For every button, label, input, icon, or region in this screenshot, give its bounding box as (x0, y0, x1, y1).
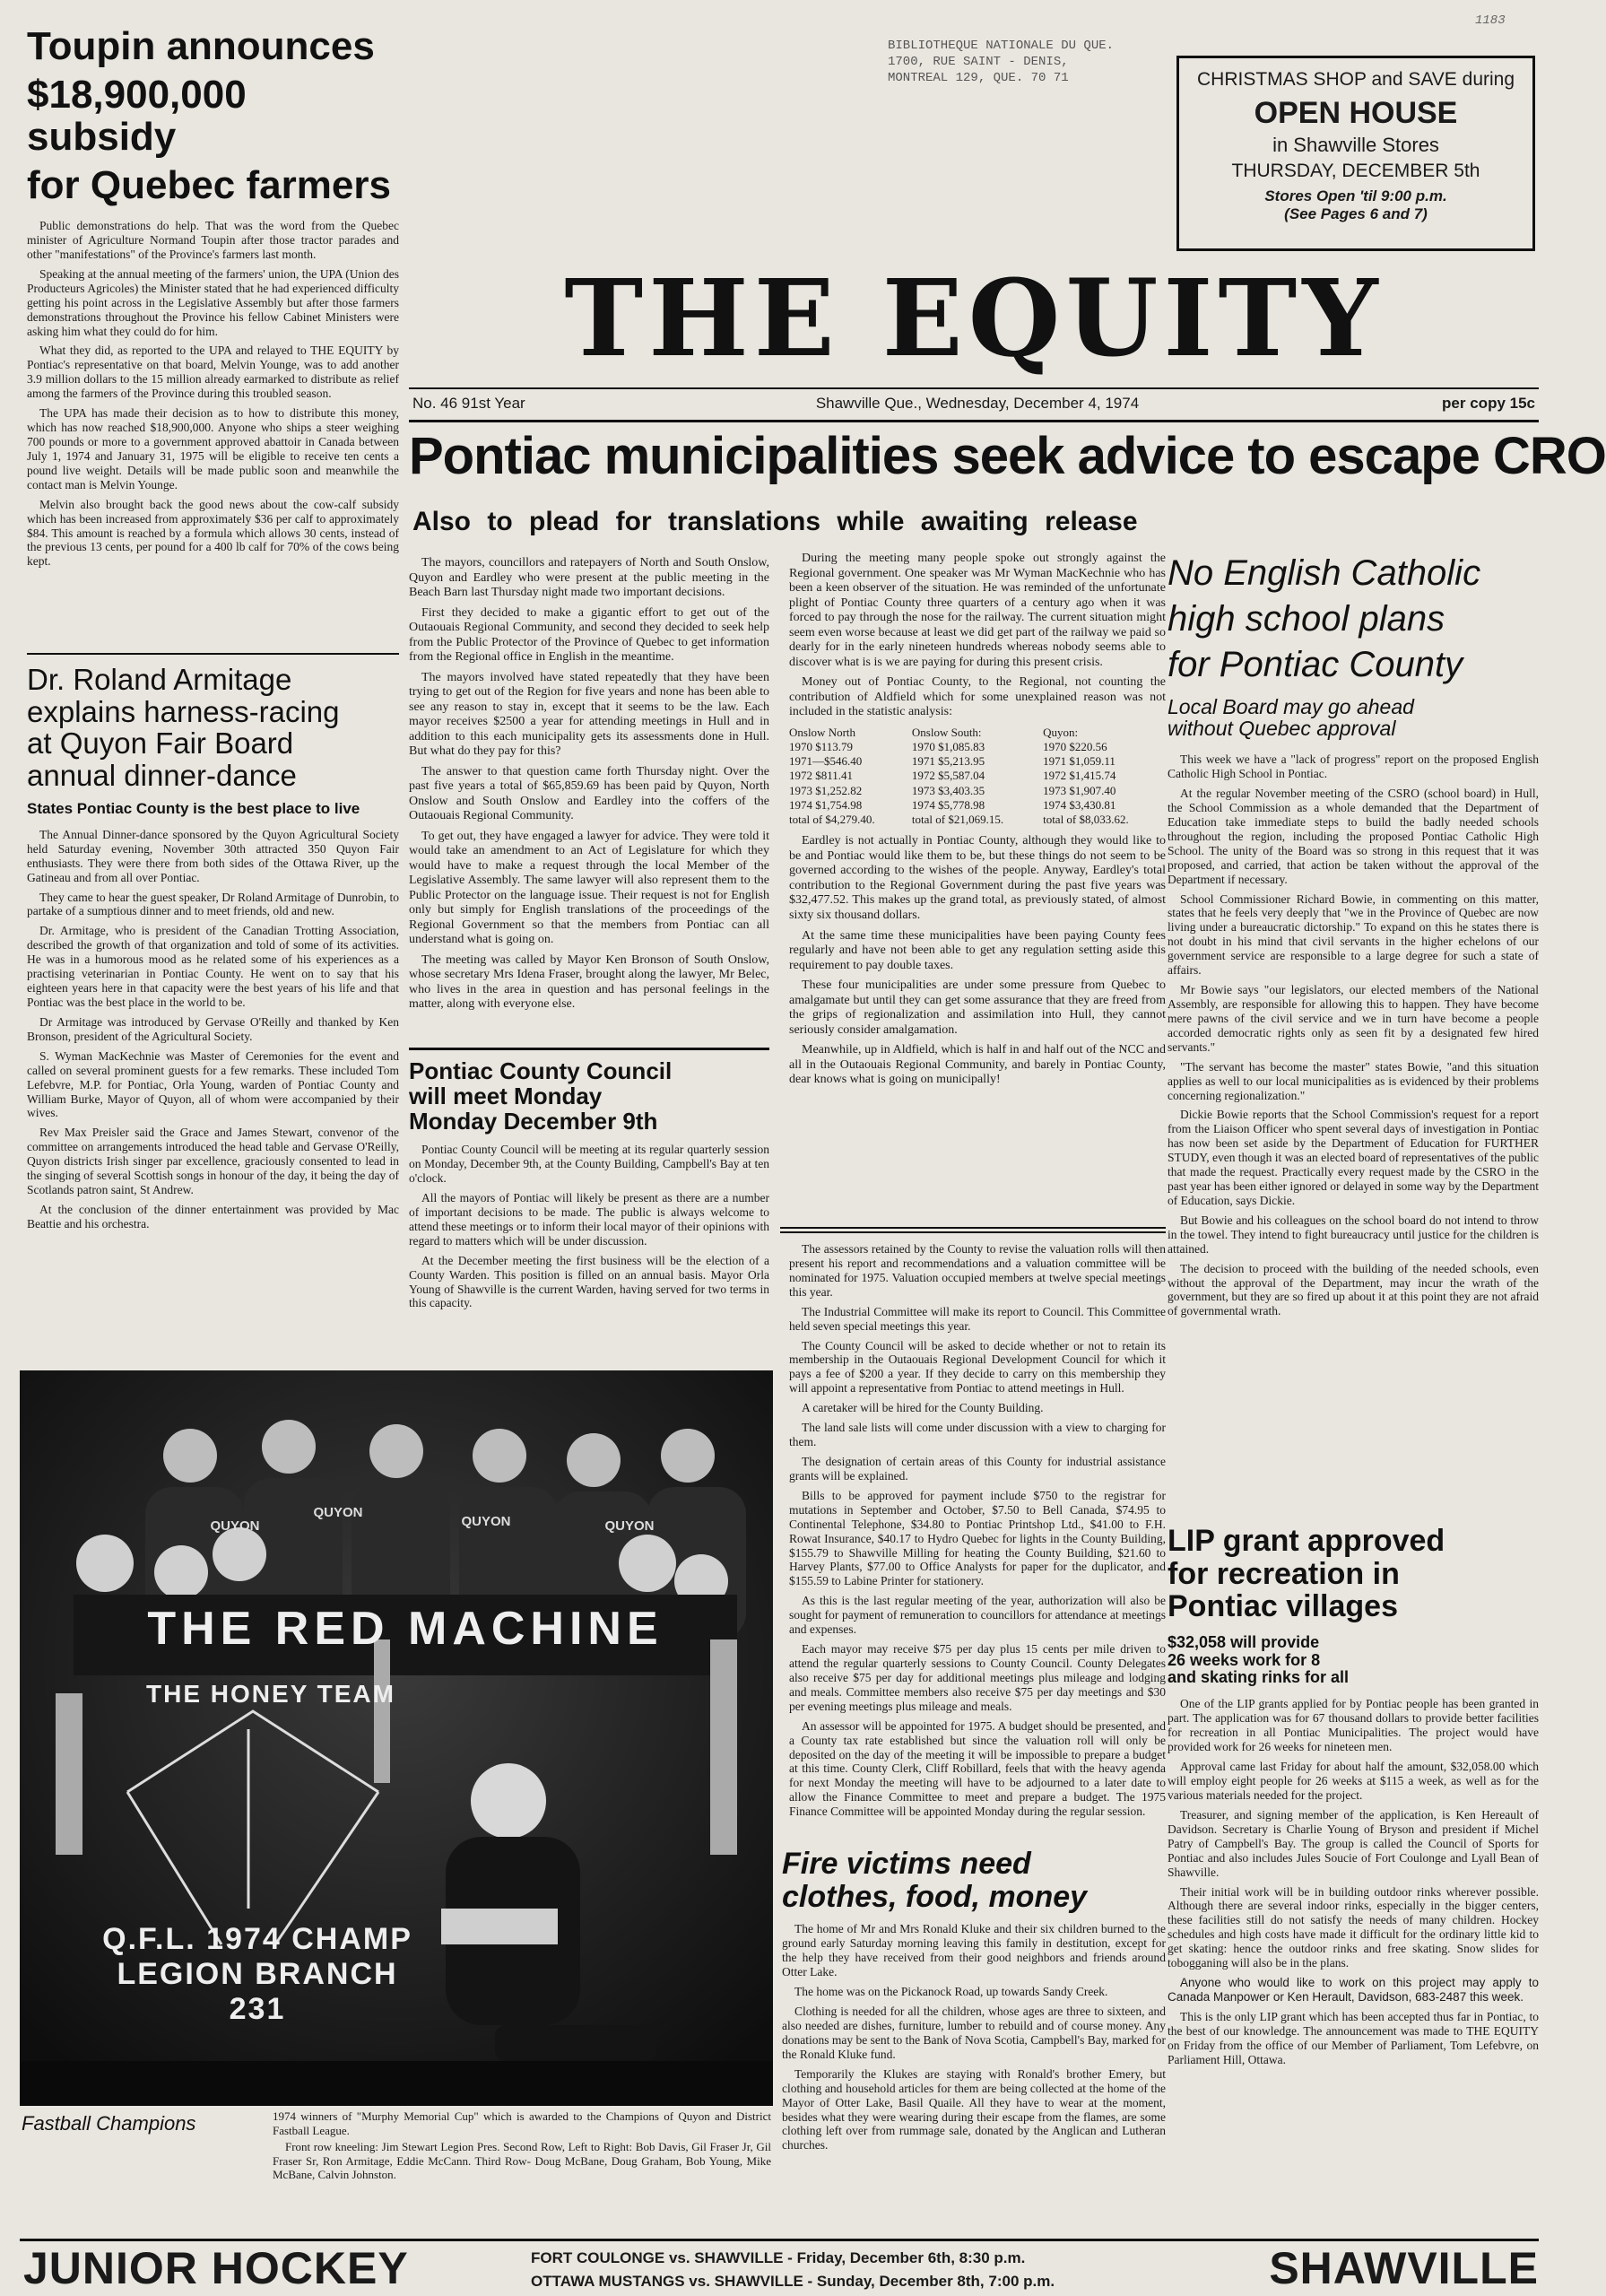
cro-paragraph: These four municipalities are under some pressure from Quebec to amalgamate but until they can get some assurance that they are freed from the grips of regionalization and assimilation into Hull, they cannot seriously consider amalgamation. (789, 978, 1166, 1037)
lip-headline-1: LIP grant approved (1168, 1524, 1445, 1558)
council-paragraph: Bills to be approved for payment include $750 to the registrar for mutations in September and October, $7.50 to Bell Canada, $74.95 to Continental Telephone, $34.80 to Pontiac Printshop Ltd., $41.00 to F.H. Rowat Insurance, $40.17 to Hydro Quebec for lights in the County Building, $155.79 to Shawville Milling for heating the County Building, $21.60 to Harvey Plants, $77.00 to Office Analysts for paper for the duplicator, and $155.59 to Labine Printer for stationery. (789, 1488, 1166, 1588)
council-paragraph: The designation of certain areas of this County for industrial assistance grants will be explained. (789, 1454, 1166, 1483)
catholic-subhead-2: without Quebec approval (1168, 717, 1396, 741)
toupin-paragraph: The UPA has made their decision as to how to distribute this money, which has now reached $18,900,000. Anyone who ships a steer weighing 700 pounds or more to a government approved abattoir in Canada between July 1, 1974 and January 31, 1975 will be eligible to receive ten cents a pound live weight. Details will be made public soon and meanwhile the contact man is Melvin Younge. (27, 406, 399, 491)
pennant-line: Q.F.L. 1974 CHAMP (102, 1922, 412, 1956)
toupin-paragraph: Public demonstrations do help. That was the word from the Quebec minister of Agriculture Normand Toupin after those tractor parades and other "manifestations" of the Province's farmers last month. (27, 219, 399, 261)
council-paragraph: The County Council will be asked to decide whether or not to retain its membership in the Outaouais Regional Development Council for which it pays a fee of $200 a year. If they decide to carry on this membership they will appoint a representative from Pontiac to attend meetings in Hull. (789, 1338, 1166, 1396)
catholic-subhead-1: Local Board may go ahead (1168, 694, 1414, 718)
photo-pennant (82, 1922, 432, 2066)
ad-line-5: Stores Open 'til 9:00 p.m. (1264, 187, 1447, 204)
fire-headline-1: Fire victims need (782, 1847, 1031, 1881)
lip-subhead-2: 26 weeks work for 8 (1168, 1650, 1321, 1669)
armitage-paragraph: At the conclusion of the dinner entertainment was provided by Mac Beattie and his orchestra. (27, 1202, 399, 1231)
table-row (789, 740, 1166, 754)
table-cell: 1971—$546.40 (789, 754, 863, 769)
masthead-title: THE EQUITY (564, 256, 1384, 380)
photo-label: Fastball Champions (22, 2112, 196, 2135)
cro-column-1 (409, 556, 769, 1040)
table-cell: 1970 $220.56 (1043, 739, 1107, 753)
armitage-paragraph: The Annual Dinner-dance sponsored by the Quyon Agricultural Society held Saturday evening, November 30th attracted 350 Quyon Fair enthusiasts. They were there from both sides of the Ottawa River, up the Gatineau and from all over Pontiac. (27, 827, 399, 884)
lip-subhead-3: and skating rinks for all (1168, 1668, 1350, 1687)
table-cell: 1972 $1,415.74 (1043, 769, 1116, 783)
photo-subbanner: THE HONEY TEAM (146, 1680, 395, 1708)
council-paragraph: The assessors retained by the County to revise the valuation rolls will then present his report and recommendations and a valuation committee will be nominated for 1975. Valuation occupied members at twelve special meetings this year. (789, 1242, 1166, 1299)
table-row (789, 798, 1166, 813)
fire-paragraph: Clothing is needed for all the children, whose ages are three to sixteen, and also needed are dishes, furniture, lumber to rebuild and of course money. Any donations may be sent to the Bank of Nova Scotia, Campbell's Bay, marked for the Ronald Kluke fund. (782, 2005, 1166, 2061)
armitage-headline-2: explains harness-racing (27, 694, 340, 728)
pennant-line: LEGION BRANCH (117, 1957, 398, 1991)
council-paragraph: As this is the last regular meeting of the year, authorization will also be sought for payment of remuneration to councillors for attendance at meetings and expenses. (789, 1594, 1166, 1637)
catholic-paragraph: Mr Bowie says "our legislators, our elected members of the National Assembly, are responsible for allowing this to happen. They have become mere pawns of the civil service and we in turn have become a people accorded democratic rights only as seen fit by a designated few hired servants." (1168, 983, 1539, 1054)
library-stamp (888, 38, 1157, 100)
council-continuation (789, 1242, 1166, 1825)
council-paragraph: An assessor will be appointed for 1975. A budget should be presented, and a County tax rate established but since the valuation roll will only be deposited on the day of the meeting it will be impossible to prepare a budget at this time. County Clerk, Cliff Robillard, feels that with the heavy agenda for next Monday the meeting will have to be adjourned to a later date to allow the Finance Committee to meet and prepare a budget. The 1975 Finance Committee will be appointed Monday during the regular session. (789, 1718, 1166, 1819)
table-cell: 1974 $1,754.98 (789, 797, 863, 812)
table-row (789, 784, 1166, 798)
armitage-headline-4: annual dinner-dance (27, 758, 297, 792)
lip-subhead-1: $32,058 will provide (1168, 1633, 1320, 1652)
caption-line: Front row kneeling: Jim Stewart Legion Pres. Second Row, Left to Right: Bob Davis, Gil Fraser Jr, Gil Fraser Sr, Ron Armitage, Eddie McCann. Third Row- Doug McBane, Doug Graham, Bob Young, Mike McBane, Calvin Johnston. (273, 2139, 771, 2182)
toupin-paragraph: Speaking at the annual meeting of the farmers' union, the UPA (Union des Producteurs Agricoles) the Minister stated that he had experienced difficulty getting his point across in the Legislative Assembly but after those farmers demonstrations throughout the Province his fellow Cabinet Ministers were asking him what they could do for him. (27, 266, 399, 338)
armitage-paragraph: Rev Max Preisler said the Grace and James Stewart, convenor of the committee on arrangements introduced the head table and Gervase O'Reilly, Quyon districts Irish singer par excellence, graciously consented to lead in the singing of several Scottish songs in honour of the day, it being the day of Scotlands patron saint, St Andrew. (27, 1126, 399, 1197)
caption-line: 1974 winners of "Murphy Memorial Cup" which is awarded to the Champions of Quyon and District Fastball League. (273, 2109, 771, 2137)
toupin-headline-2: $18,900,000 subsidy (27, 72, 247, 160)
table-cell: 1973 $1,907.40 (1043, 783, 1116, 797)
photo-jersey-label: QUYON (461, 1514, 511, 1529)
council-paragraph: The Industrial Committee will make its report to Council. This Committee held seven special meetings this year. (789, 1304, 1166, 1333)
catholic-paragraph: "The servant has become the master" states Bowie, "and this situation applies as well to our local municipalities as is evidenced by their problems concerning regionalization." (1168, 1059, 1539, 1102)
table-row (789, 813, 1166, 827)
armitage-paragraph: Dr Armitage was introduced by Gervase O'Reilly and thanked by Ken Bronson, president of the Agricultural Society. (27, 1014, 399, 1043)
catholic-headline-1: No English Catholic (1168, 553, 1481, 593)
catholic-article (1168, 554, 1539, 1523)
game-2: OTTAWA MUSTANGS vs. SHAWVILLE - Sunday, December 8th, 7:00 p.m. (531, 2273, 1055, 2290)
table-cell: 1972 $811.41 (789, 769, 854, 783)
lip-paragraph: One of the LIP grants applied for by Pontiac people has been granted in part. The application was for 67 thousand dollars to provide better facilities for recreation in all Pontiac Municipalities. The project would have provided work for 26 weeks for nineteen men. (1168, 1697, 1539, 1754)
photo-banner: THE RED MACHINE (147, 1603, 664, 1655)
fire-headline-2: clothes, food, money (782, 1879, 1088, 1914)
catholic-paragraph: But Bowie and his colleagues on the school board do not intend to throw in the towel. They intend to fight bureaucracy until justice for the children is attained. (1168, 1213, 1539, 1256)
ad-line-3: in Shawville Stores (1272, 133, 1439, 156)
table-row (789, 754, 1166, 769)
table-cell: 1970 $1,085.83 (911, 739, 985, 753)
lip-paragraph: Their initial work will be in building outdoor rinks wherever possible. Although there are several indoor rinks, especially in the bigger centers, these facilities still do not satisfy the needs of many children. Hockey schedules and high costs have made it difficult for the ordinary little kid to get skating: hence the outdoor rinks and free skating. Snow slides for tobogganing will also be in the plans. (1168, 1884, 1539, 1970)
table-cell: total of $21,069.15. (911, 813, 1004, 827)
contribution-table (789, 726, 1166, 828)
stamp-line: BIBLIOTHEQUE NATIONALE DU QUE. (888, 39, 1115, 53)
table-cell: 1971 $5,213.95 (911, 754, 985, 769)
table-cell: total of $8,033.62. (1043, 813, 1129, 827)
cro-paragraph: During the meeting many people spoke out strongly against the Regional government. One speaker was Mr Wyman MacKechnie who has been a keen observer of the situation. He was reminded of the unfortunate plight of Pontiac County three quarters of a century ago when it was forced to pay through the nose for the railway. The current situation might seem even worse because at least we did get part of the railway we paid so dearly for in the early nineteen hundreds whereas nobody seems able to discover what is is we are paying for during this present crisis. (789, 552, 1166, 669)
catholic-headline-2: high school plans (1168, 599, 1445, 639)
lip-paragraph: Anyone who would like to work on this project may apply to Canada Manpower or Ken Herault, Davidson, 683-2487 this week. (1168, 1976, 1539, 2004)
council-headline-3: Monday December 9th (409, 1108, 658, 1135)
table-header: Quyon: (1043, 725, 1079, 739)
lip-headline-3: Pontiac villages (1168, 1589, 1398, 1624)
armitage-headline-1: Dr. Roland Armitage (27, 663, 292, 696)
fire-paragraph: Temporarily the Klukes are staying with Ronald's brother Emery, but clothing and household articles for them are being collected at the home of the Mayor of Otter Lake, Basil Quaile. All they have to wear at the moment, besides what they were wearing during their escape from the flames, are some clothing left over from rummage sale, donated by the Anglican and Lutheran churches. (782, 2066, 1166, 2152)
price: per copy 15c (1442, 395, 1535, 412)
photo-jersey-label: QUYON (210, 1518, 260, 1534)
toupin-headline-1: Toupin announces (27, 24, 375, 68)
pennant-line: 231 (229, 1992, 286, 2026)
council-headline-2: will meet Monday (409, 1083, 603, 1110)
armitage-paragraph: They came to hear the guest speaker, Dr Roland Armitage of Dunrobin, to partake of a sumptious dinner and to meet friends, old and new. (27, 890, 399, 918)
table-cell: 1974 $3,430.81 (1043, 797, 1116, 812)
cro-paragraph: At the same time these municipalities have been paying County fees regularly and have not been able to get any regulation setting aside this requirement to pay double taxes. (789, 928, 1166, 972)
council-paragraph: All the mayors of Pontiac will likely be present as there are a number of important decisions to be made. The public is always welcome to attend these meetings or to inform their local mayor of their opinions with regard to matters which will be under discussion. (409, 1191, 769, 1248)
council-headline-1: Pontiac County Council (409, 1057, 673, 1084)
cro-column-2 (789, 552, 1166, 1087)
council-paragraph: Pontiac County Council will be meeting at its regular quarterly session on Monday, December 9th, at the County Building, Campbell's Bay at ten o'clock. (409, 1143, 769, 1186)
lip-article (1168, 1525, 1539, 2233)
open-house-ad (1176, 56, 1535, 251)
photo-jersey-label: QUYON (313, 1505, 363, 1520)
council-paragraph: At the December meeting the first business will be the election of a County Warden. This position is filled on an annual basis. Mayor Orla Young of Shawville is the current Warden, having served for two terms in this capacity. (409, 1253, 769, 1310)
photo-jersey-label: QUYON (604, 1518, 655, 1534)
cro-paragraph: The mayors, councillors and ratepayers of North and South Onslow, Quyon and Eardley who were present at the public meeting in the Beach Barn last Thursday night made two important decisions. (409, 556, 769, 600)
fire-paragraph: The home was on the Pickanock Road, up towards Sandy Creek. (794, 1985, 1108, 1999)
toupin-headline-3: for Quebec farmers (27, 162, 391, 207)
armitage-paragraph: Dr. Armitage, who is president of the Canadian Trotting Association, described the growth of that organization and told of some of its activities. He was in a humorous mood as he related some of his experiences as a practising veterinarian in Pontiac County. He went on to say that his eighteen years here in that capacity were the best years of his life and that Pontiac was the best place in the world to be. (27, 924, 399, 1009)
cro-paragraph: To get out, they have engaged a lawyer for advice. They were told it would take an amendment to an Act of Legislature for which they would have to make a request through the local Member of the Legislative Assembly. The same lawyer will also represent them to the Public Protector on the language issue. Their request is not for English only but simply for English translations of the proceedings of the Regional Government so that the members from Pontiac can all understand what is going on. (409, 829, 769, 947)
ad-line-2: OPEN HOUSE (1254, 96, 1458, 130)
lip-paragraph: This is the only LIP grant which has been accepted thus far in Pontiac, to the best of our knowledge. The announcement was made to THE EQUITY on Friday from the office of our Member of Parliament, Tom Lefebvre, on Parliament Hill, Ottawa. (1168, 2009, 1539, 2066)
fire-article (782, 1848, 1166, 2233)
lip-headline-2: for recreation in (1168, 1556, 1400, 1591)
fire-paragraph: The home of Mr and Mrs Ronald Kluke and their six children burned to the ground early Saturday morning leaving this family in destitution, except for the help they have received from their good neighbors and friends around Otter Lake. (782, 1922, 1166, 1979)
junior-hockey-title: JUNIOR HOCKEY (23, 2243, 409, 2293)
lip-paragraph: Approval came last Friday for about half the amount, $32,058.00 which will employ eight people for 26 weeks at $115 a week, as well as for the various materials needed for the project. (1168, 1760, 1539, 1802)
cro-paragraph: The meeting was called by Mayor Ken Bronson of South Onslow, whose secretary Mrs Idena Fraser, brought along the lawyer, Mr Belec, who lives in the area in question and has personal feelings in the matter, along with everyone else. (409, 952, 769, 1012)
table-cell: 1972 $5,587.04 (911, 769, 985, 783)
cro-paragraph: The answer to that question came forth Thursday night. Over the past five years a total of $65,859.69 has been paid by Quyon, North Onslow and South Onslow and Eardley into the coffers of the Outaouais Regional Community. (409, 764, 769, 823)
cro-paragraph: Money out of Pontiac County, to the Regional, not counting the contribution of Aldfield which for some unexplained reason was not included in the statistic analysis: (789, 675, 1166, 719)
council-paragraph: Each mayor may receive $75 per day plus 15 cents per mile driven to attend the regular quarterly sessions to County Council. County Delegates also receive $75 per day for additional meetings plus mileage and lodging and meals. Committee members also receive $75 per day meetings and $30 per evening meetings plus mileage and meals. (789, 1642, 1166, 1713)
toupin-paragraph: Melvin also brought back the good news about the cow-calf subsidy which has been increased from approximately $36 per calf to approximately $84. This amount is reached by a formula which allows 30 cents, instead of the previous 13 cents, per pound for a 400 lb calf for 70% of the cows being kept. (27, 497, 399, 569)
table-cell: 1973 $1,252.82 (789, 783, 863, 797)
stamp-line: MONTREAL 129, QUE. 70 71 (888, 71, 1069, 86)
table-cell: 1973 $3,403.35 (911, 783, 985, 797)
council-article (409, 1058, 769, 1354)
cro-paragraph: Meanwhile, up in Aldfield, which is half in and half out of the NCC and all in the Outaouais Regional Community, and barely in Pontiac County, dear knows what is going on municipally! (789, 1043, 1166, 1087)
ad-line-6: (See Pages 6 and 7) (1284, 204, 1428, 222)
catholic-paragraph: Dickie Bowie reports that the School Commission's request for a report from the Liaison Officer who spent several days of investigation in Pontiac has now been set aside by the Department of Education for FURTHER STUDY, even though it was an elected board of representatives of the public that made the request. Practically every request made by the CSRO in the past year has been either ignored or delayed in some way by the Department of Education, says Dickie. (1168, 1108, 1540, 1207)
council-paragraph: The land sale lists will come under discussion with a view to charging for them. (789, 1421, 1166, 1449)
toupin-paragraph: What they did, as reported to the UPA and relayed to THE EQUITY by Pontiac's representative on that board, Melvin Younge, was to add another 3.9 million dollars to the 15 million already earmarked to distribute as relief among the farmers of the Province during this troubled season. (27, 344, 399, 401)
cro-paragraph: First they decided to make a gigantic effort to get out of the Outaouais Regional Community, and second they decided to seek help from the Public Protector of the Province of Quebec to get information from the Regional office in English in the meantime. (409, 605, 769, 665)
issue-number: No. 46 91st Year (412, 395, 525, 412)
cro-paragraph: The mayors involved have stated repeatedly that they have been trying to get out of the Region for five years and none has been able to see any reason to stay in, except that it seems to be the law. Each mayor receives $2500 a year for attending meetings in Hull and in addition to this each municipality gets its assessments done in Hull. But what do they pay for this? (409, 670, 769, 759)
handwritten-number: 1183 (1475, 13, 1506, 28)
armitage-article (27, 664, 399, 1345)
dateline: Shawville Que., Wednesday, December 4, 1974 (815, 395, 1140, 412)
cro-paragraph: Eardley is not actually in Pontiac County, although they would like to be and Pontiac would like them to be, but these things do not seem to be governed according to the wishes of the people. Anyway, Eardley's total contribution to the Regional Government during the past five years was $32,477.52. This makes up the grand total, as previously stated, of almost sixty six thousand dollars. (789, 834, 1166, 922)
team-photo (20, 1370, 773, 2106)
catholic-paragraph: This week we have a "lack of progress" report on the proposed English Catholic High School in Pontiac. (1168, 752, 1539, 781)
game-1: FORT COULONGE vs. SHAWVILLE - Friday, December 6th, 8:30 p.m. (531, 2249, 1026, 2266)
table-header: Onslow South: (911, 725, 982, 739)
table-cell: 1974 $5,778.98 (911, 797, 985, 812)
lip-paragraph: Treasurer, and signing member of the application, is Ken Hereault of Davidson. Secretary is Charlie Young of Bryson and president if Michel Patry of Campbell's Bay. The group is called the Council of Sports for Pontiac and also includes Jules Soucie of Fort Coulonge and Lyall Bean of Shawville. (1168, 1807, 1539, 1879)
armitage-paragraph: S. Wyman MacKechnie was Master of Ceremonies for the event and called on several prominent guests for a few remarks. These included Tom Lefebvre, M.P. for Pontiac, Orla Young, warden of Pontiac County and William Burke, Mayor of Quyon, all of whom were accompanied by their wives. (27, 1048, 399, 1120)
armitage-subhead: States Pontiac County is the best place to live (27, 799, 360, 817)
shawville-title: SHAWVILLE (1269, 2243, 1539, 2293)
catholic-headline-3: for Pontiac County (1168, 645, 1463, 685)
table-row (789, 769, 1166, 783)
ad-line-4: THURSDAY, DECEMBER 5th (1231, 160, 1480, 181)
toupin-article (27, 25, 399, 644)
table-cell: total of $4,279.40. (789, 813, 875, 827)
table-header: Onslow North (789, 725, 856, 739)
catholic-paragraph: The decision to proceed with the building of the needed schools, even without the approval of the Department, may incur the wrath of the government, but they are so fired up about it at this point they are not afraid of governmental wrath. (1168, 1261, 1539, 1318)
cro-headline: Pontiac municipalities seek advice to escape CRO (409, 427, 1606, 485)
catholic-paragraph: At the regular November meeting of the CSRO (school board) in Hull, the School Commission as a whole demanded that the Department of Education take immediate steps to build the badly needed schools throughout the region, including the proposed Pontiac Catholic High School. The unity of the Board was so strong in this request that it was proposed, and carried, that action be taken without the approval of the Department if necessary. (1168, 787, 1539, 886)
table-cell: 1970 $113.79 (789, 739, 854, 753)
stamp-line: 1700, RUE SAINT - DENIS, (888, 55, 1069, 70)
photo-caption (273, 2109, 771, 2235)
catholic-paragraph: School Commissioner Richard Bowie, in commenting on this matter, states that he feels very deeply that "we in the Province of Quebec are now living under a bureaucratic dictorship." To expand on this he states there is not doubt in his mind that civil servants in the higher echelons of our government service are responsible to a large degree for such a state of affairs. (1168, 891, 1539, 978)
table-cell: 1971 $1,059.11 (1043, 754, 1116, 769)
armitage-headline-3: at Quyon Fair Board (27, 726, 294, 761)
ad-line-1: CHRISTMAS SHOP and SAVE during (1196, 69, 1515, 90)
cro-subhead: Also to plead for translations while awaiting release (412, 507, 1138, 536)
council-paragraph: A caretaker will be hired for the County Building. (802, 1401, 1044, 1415)
